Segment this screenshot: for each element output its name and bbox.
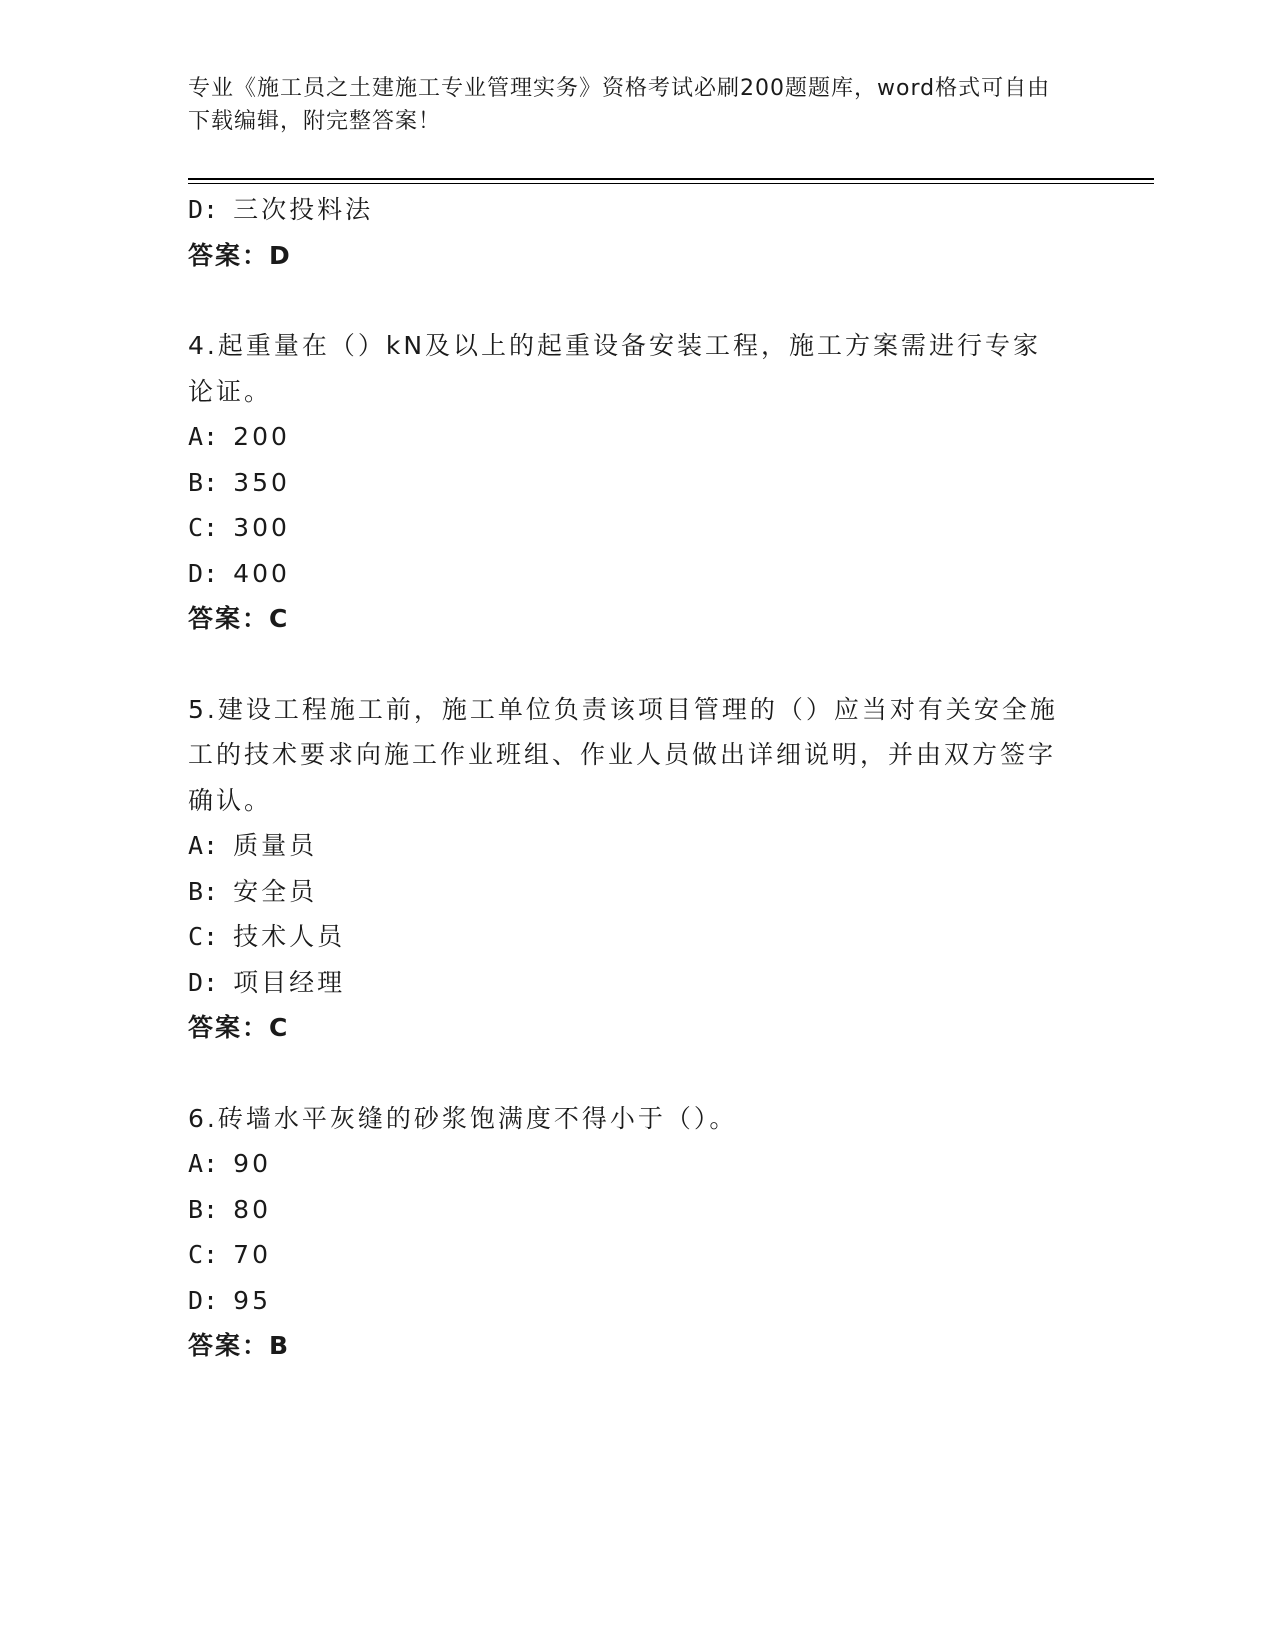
option-text: 80 bbox=[233, 1194, 271, 1224]
question-5-stem: 5.建设工程施工前，施工单位负责该项目管理的（）应当对有关安全施工的技术要求向施工作业班组、作业人员做出详细说明，并由双方签字确认。 bbox=[188, 694, 1058, 815]
option-label: A: bbox=[188, 1149, 219, 1178]
question-4-option-c bbox=[188, 505, 1068, 551]
option-text: 300 bbox=[233, 513, 290, 542]
option-text: 90 bbox=[233, 1149, 271, 1178]
option-text: 项目经理 bbox=[233, 967, 346, 997]
option-text: 技术人员 bbox=[233, 922, 346, 951]
question-6-option-b bbox=[188, 1187, 1068, 1233]
option-label: D: bbox=[188, 1285, 219, 1315]
prev-answer: 答案：D bbox=[188, 240, 292, 270]
option-text: 质量员 bbox=[233, 831, 318, 860]
question-4-stem: 4.起重量在（）kN及以上的起重设备安装工程，施工方案需进行专家论证。 bbox=[188, 331, 1042, 406]
question-6-option-d bbox=[188, 1278, 1068, 1324]
option-label: B: bbox=[188, 876, 219, 906]
option-label: D: bbox=[188, 967, 219, 997]
question-4-option-b bbox=[188, 460, 1068, 506]
question-6-option-c bbox=[188, 1232, 1068, 1278]
option-label: B: bbox=[188, 1194, 219, 1224]
question-6-option-a bbox=[188, 1141, 1068, 1187]
question-5-option-c bbox=[188, 914, 1068, 960]
header-divider-thin bbox=[188, 183, 1154, 184]
question-4-option-d bbox=[188, 551, 1068, 597]
option-text: 350 bbox=[233, 467, 290, 497]
page-header: 专业《施工员之土建施工专业管理实务》资格考试必刷200题题库，word格式可自由下载编辑，附完整答案！ bbox=[188, 76, 1051, 134]
option-label: D: bbox=[188, 558, 219, 588]
question-5-option-b bbox=[188, 869, 1068, 915]
question-6-answer: 答案：B bbox=[188, 1331, 291, 1360]
document-body bbox=[188, 187, 1068, 1369]
option-text: 三次投料法 bbox=[233, 195, 374, 224]
question-4-answer: 答案：C bbox=[188, 604, 290, 633]
question-5-option-a bbox=[188, 823, 1068, 869]
option-text: 70 bbox=[233, 1240, 271, 1269]
option-text: 200 bbox=[233, 422, 290, 451]
option-label: D: bbox=[188, 195, 219, 224]
option-text: 400 bbox=[233, 558, 290, 588]
option-label: A: bbox=[188, 831, 219, 860]
question-6-stem: 6.砖墙水平灰缝的砂浆饱满度不得小于（）。 bbox=[188, 1103, 738, 1133]
question-5-option-d bbox=[188, 960, 1068, 1006]
option-text: 95 bbox=[233, 1285, 271, 1315]
option-label: C: bbox=[188, 922, 219, 951]
option-text: 安全员 bbox=[233, 876, 318, 906]
option-label: A: bbox=[188, 422, 219, 451]
option-label: C: bbox=[188, 513, 219, 542]
option-label: C: bbox=[188, 1240, 219, 1269]
question-4-option-a bbox=[188, 414, 1068, 460]
option-label: B: bbox=[188, 467, 219, 497]
prev-option-d bbox=[188, 187, 1068, 233]
question-5-answer: 答案：C bbox=[188, 1013, 290, 1042]
header-divider bbox=[188, 178, 1154, 180]
